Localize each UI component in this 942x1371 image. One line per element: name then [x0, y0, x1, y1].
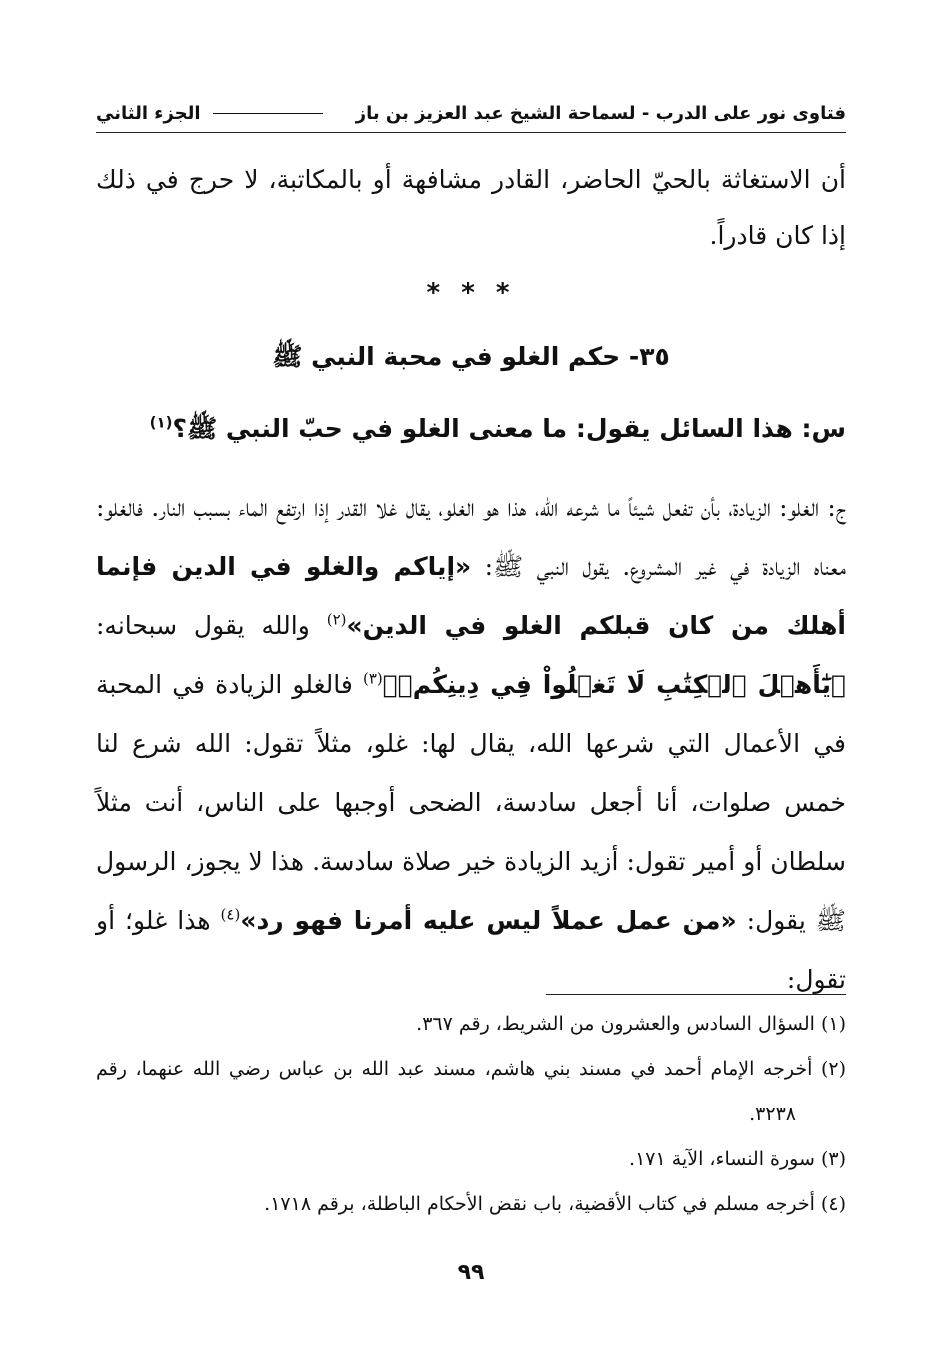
intro-text: أن الاستغاثة بالحيّ الحاضر، القادر مشافهة أو بالمكاتبة، لا حرج في ذلك إذا كان قادراً. [96, 165, 846, 250]
section-title: ٣٥- حكم الغلو في محبة النبي ﷺ [272, 342, 670, 371]
footnotes [96, 1002, 846, 1227]
answer-text-2: والله يقول سبحانه: [96, 611, 327, 640]
footnote-ref-1: (١) [149, 413, 173, 432]
intro-paragraph [96, 152, 846, 264]
header-divider [96, 132, 846, 133]
answer-paragraph [96, 478, 846, 1009]
header-volume: الجزء الثاني [96, 102, 201, 124]
header-rule-segment [213, 113, 323, 114]
footnote-divider [546, 994, 846, 995]
quran-verse: ﴿يَٰٓأَهۡلَ ٱلۡكِتَٰبِ لَا تَغۡلُواْ فِي دِينِكُمۡ﴾ [382, 670, 847, 699]
footnote-2: (٢) أخرجه الإمام أحمد في مسند بني هاشم، مسند عبد الله بن عباس رضي الله عنهما، رقم ٣٢٣٨. [96, 1058, 846, 1125]
running-header [96, 98, 846, 128]
question-line [96, 404, 846, 454]
section-separator: * * * [426, 278, 516, 308]
footnote-3: (٣) سورة النساء، الآية ١٧١. [629, 1148, 846, 1170]
footnote-4: (٤) أخرجه مسلم في كتاب الأقضية، باب نقض الأحكام الباطلة، برقم ١٧١٨. [264, 1193, 846, 1215]
header-volume-group [96, 103, 329, 124]
page-number: ٩٩ [457, 1260, 485, 1285]
answer-text-1: ج: الغلو: الزيادة، بأن تفعل شيئاً ما شرعه الله، هذا هو الغلو، يقال غلا القدر إذا ارتفع الماء بسبب النار. فالغلو: معناه الزيادة في غير المشروع. يقول النبي ﷺ: [96, 493, 846, 581]
answer-text-3: فالغلو الزيادة في المحبة في الأعمال التي شرعها الله، يقال لها: غلو، مثلاً تقول: الله شرع لنا خمس صلوات، أنا أجعل سادسة، الضحى أوجبها على الناس، أنت مثلاً سلطان أو أمير تقول: أزيد الزيادة خير صلاة سادسة. هذا لا يجوز، الرسول ﷺ يقول: [96, 670, 847, 935]
footnote-ref-4: (٤) [220, 905, 241, 924]
hadith-quote-1: «إياكم والغلو في الدين فإنما أهلك من كان قبلكم الغلو في الدين» [96, 552, 846, 640]
footnote-1: (١) السؤال السادس والعشرون من الشريط، رقم ٣٦٧. [416, 1013, 846, 1035]
footnote-ref-2: (٢) [326, 610, 347, 629]
hadith-quote-2: «من عمل عملاً ليس عليه أمرنا فهو رد» [240, 906, 737, 935]
header-dash: - [641, 102, 650, 124]
question-text: س: هذا السائل يقول: ما معنى الغلو في حبّ النبي ﷺ؟ [172, 414, 846, 443]
footnote-ref-3: (٣) [363, 669, 383, 688]
header-author: لسماحة الشيخ عبد العزيز بن باز [355, 102, 636, 124]
header-book-info [356, 103, 846, 124]
answer-text-4: هذا غلو؛ أو تقول: [96, 906, 846, 994]
header-book-title: فتاوى نور على الدرب [655, 102, 846, 124]
